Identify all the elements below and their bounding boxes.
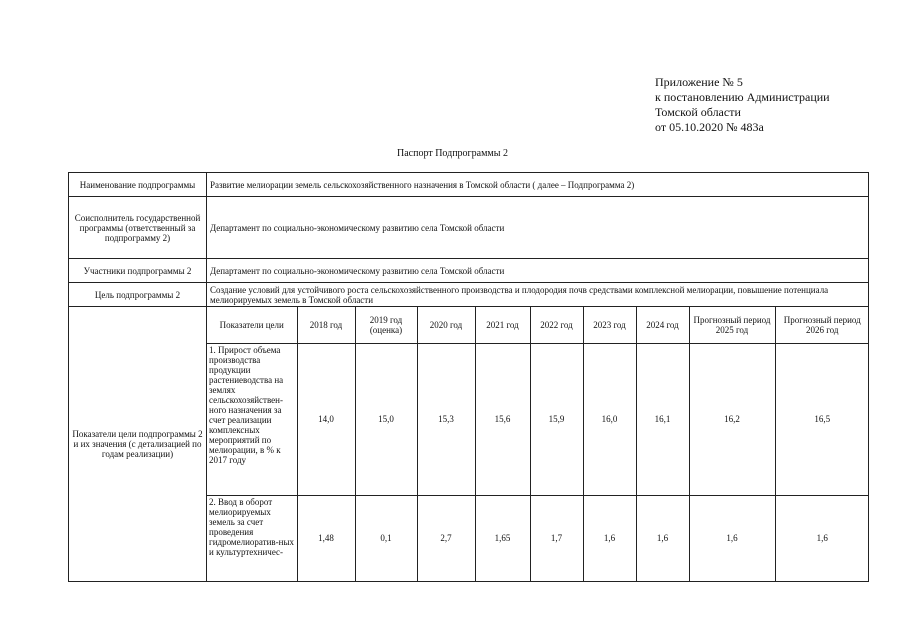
indicator-value: 15,6 [475,343,530,495]
indicator-value: 1,6 [636,495,689,581]
indicator-row [207,343,869,495]
appendix-line: Приложение № 5 [655,75,743,89]
indicator-value: 16,5 [775,343,869,495]
table-row [69,197,869,259]
indicator-row [207,495,869,581]
table-row [69,259,869,283]
indicator-value: 15,0 [355,343,417,495]
indicator-value: 1,6 [775,495,869,581]
row-label: Наименование подпрограммы [69,173,207,197]
column-header: Показатели цели [207,307,297,343]
indicator-value: 1,6 [583,495,636,581]
column-header: 2019 год (оценка) [355,307,417,343]
column-header: Прогнозный период 2025 год [689,307,775,343]
row-label: Участники подпрограммы 2 [69,259,207,283]
appendix-header [655,75,830,135]
indicators-cell [207,307,869,582]
indicator-value: 1,65 [475,495,530,581]
row-value: Департамент по социально-экономическому развитию села Томской области [207,259,869,283]
column-header: 2022 год [530,307,583,343]
column-header: 2024 год [636,307,689,343]
indicator-name: 2. Ввод в оборот мелиорируемых земель за счет проведения гидромелиоратив-ных и культуртехничес- [207,495,297,581]
row-label: Цель подпрограммы 2 [69,283,207,307]
indicator-name: 1. Прирост объема производства продукции растениеводства на землях сельскохозяйствен-ного назначения за счет реализации комплексных мероприятий по мелиорации, в % к 2017 году [207,343,297,495]
indicator-value: 1,48 [297,495,355,581]
column-header: Прогнозный период 2026 год [775,307,869,343]
indicator-value: 16,2 [689,343,775,495]
appendix-line: от 05.10.2020 № 483а [655,120,764,134]
row-value: Департамент по социально-экономическому развитию села Томской области [207,197,869,259]
column-header: 2020 год [417,307,475,343]
document-title: Паспорт Подпрограммы 2 [397,148,508,159]
row-label: Соисполнитель государственной программы (ответственный за подпрограмму 2) [69,197,207,259]
indicator-value: 1,7 [530,495,583,581]
indicator-value: 0,1 [355,495,417,581]
indicator-value: 15,9 [530,343,583,495]
row-value: Развитие мелиорации земель сельскохозяйственного назначения в Томской области ( далее – Подпрограмма 2) [207,173,869,197]
indicators-table [207,307,869,581]
indicator-value: 14,0 [297,343,355,495]
column-header: 2023 год [583,307,636,343]
indicators-header-row [207,307,869,343]
table-row [69,307,869,582]
table-row [69,283,869,307]
indicator-value: 16,1 [636,343,689,495]
row-label: Показатели цели подпрограммы 2 и их значения (с детализацией по годам реализации) [69,307,207,582]
passport-table [68,172,869,582]
column-header: 2021 год [475,307,530,343]
indicator-value: 15,3 [417,343,475,495]
indicator-value: 1,6 [689,495,775,581]
indicator-value: 16,0 [583,343,636,495]
appendix-line: к постановлению Администрации [655,90,830,104]
indicator-value: 2,7 [417,495,475,581]
table-row [69,173,869,197]
column-header: 2018 год [297,307,355,343]
row-value: Создание условий для устойчивого роста сельскохозяйственного производства и плодородия почв средствами комплексной мелиорации, повышение потенциала мелиорируемых земель в Томской области [207,283,869,307]
appendix-line: Томской области [655,105,741,119]
